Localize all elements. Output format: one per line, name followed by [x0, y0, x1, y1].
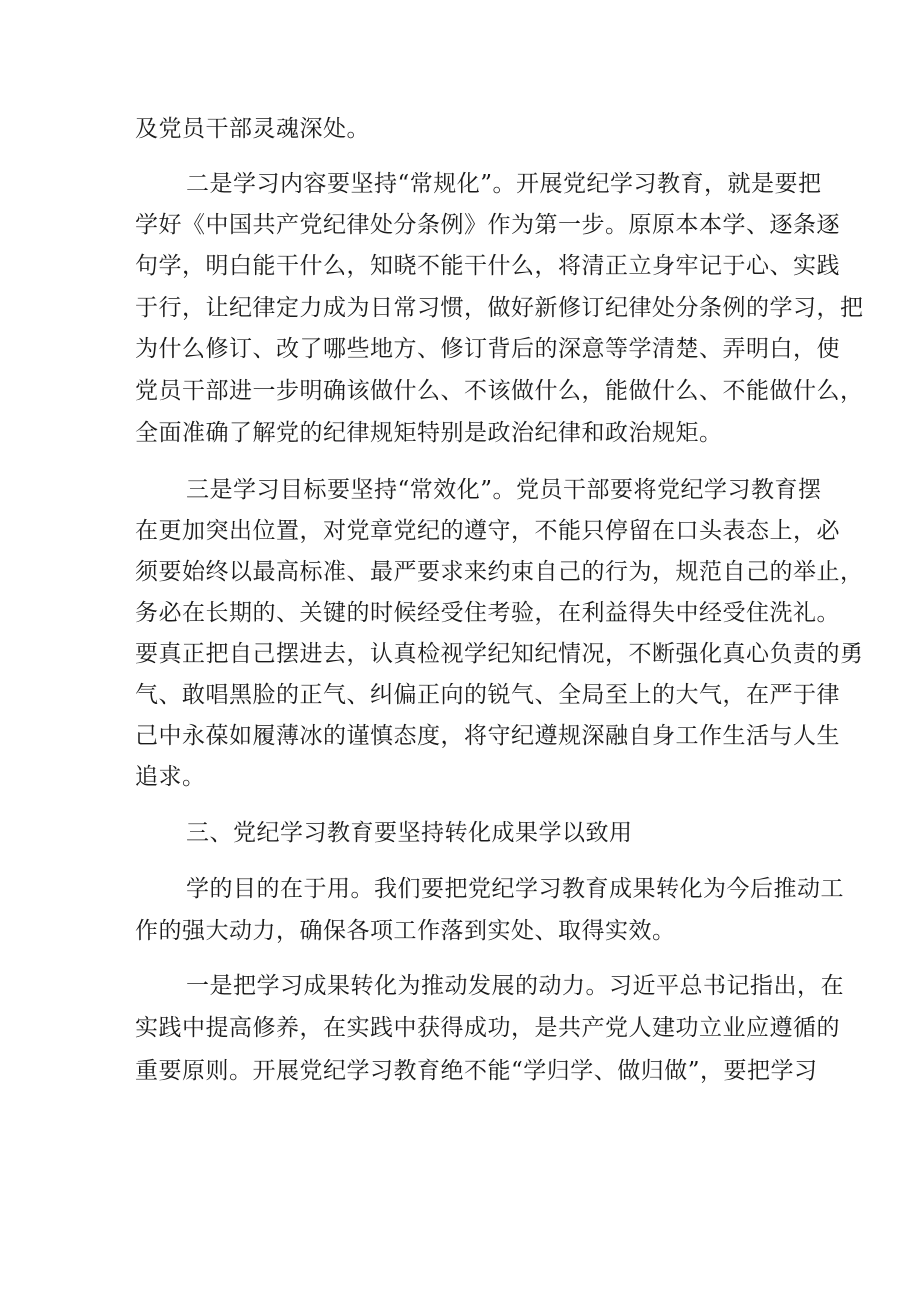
text-line-9: 三是学习目标要坚持“常效化”。党员干部要将党纪学习教育摆 [186, 477, 822, 503]
text-line-12: 务必在长期的、关键的时候经受住考验，在利益得失中经受住洗礼。 [135, 600, 840, 626]
text-line-11: 须要始终以最高标准、最严要求来约束自己的行为，规范自己的举止， [135, 559, 864, 585]
text-line-21: 实践中提高修养，在实践中获得成功，是共产党人建功立业应遵循的 [135, 1015, 840, 1041]
text-line-6: 为什么修订、改了哪些地方、修订背后的深意等学清楚、弄明白，使 [135, 336, 840, 362]
text-line-15: 己中永葆如履薄冰的谨慎态度，将守纪遵规深融自身工作生活与人生 [135, 723, 840, 749]
text-line-2: 二是学习内容要坚持“常规化”。开展党纪学习教育，就是要把 [186, 171, 822, 197]
text-line-5: 于行，让纪律定力成为日常习惯，做好新修订纪律处分条例的学习，把 [135, 295, 864, 321]
text-line-22: 重要原则。开展党纪学习教育绝不能“学归学、做归做”，要把学习 [135, 1058, 818, 1084]
text-line-3: 学好《中国共产党纪律处分条例》作为第一步。原原本本学、逐条逐 [135, 212, 840, 238]
section-heading: 三、党纪学习教育要坚持转化成果学以致用 [186, 820, 633, 846]
text-line-4: 句学，明白能干什么，知晓不能干什么，将清正立身牢记于心、实践 [135, 253, 840, 279]
text-line-19: 作的强大动力，确保各项工作落到实处、取得实效。 [135, 918, 676, 944]
text-line-1: 及党员干部灵魂深处。 [135, 116, 370, 142]
text-line-20: 一是把学习成果转化为推动发展的动力。习近平总书记指出，在 [186, 973, 844, 999]
text-line-7: 党员干部进一步明确该做什么、不该做什么，能做什么、不能做什么， [135, 378, 864, 404]
text-line-14: 气、敢唱黑脸的正气、纠偏正向的锐气、全局至上的大气，在严于律 [135, 682, 840, 708]
text-line-13: 要真正把自己摆进去，认真检视学纪知纪情况，不断强化真心负责的勇 [135, 641, 864, 667]
text-line-18: 学的目的在于用。我们要把党纪学习教育成果转化为今后推动工 [186, 876, 844, 902]
text-line-16: 追求。 [135, 764, 206, 790]
text-line-8: 全面准确了解党的纪律规矩特别是政治纪律和政治规矩。 [135, 420, 723, 446]
text-line-10: 在更加突出位置，对党章党纪的遵守，不能只停留在口头表态上，必 [135, 518, 840, 544]
